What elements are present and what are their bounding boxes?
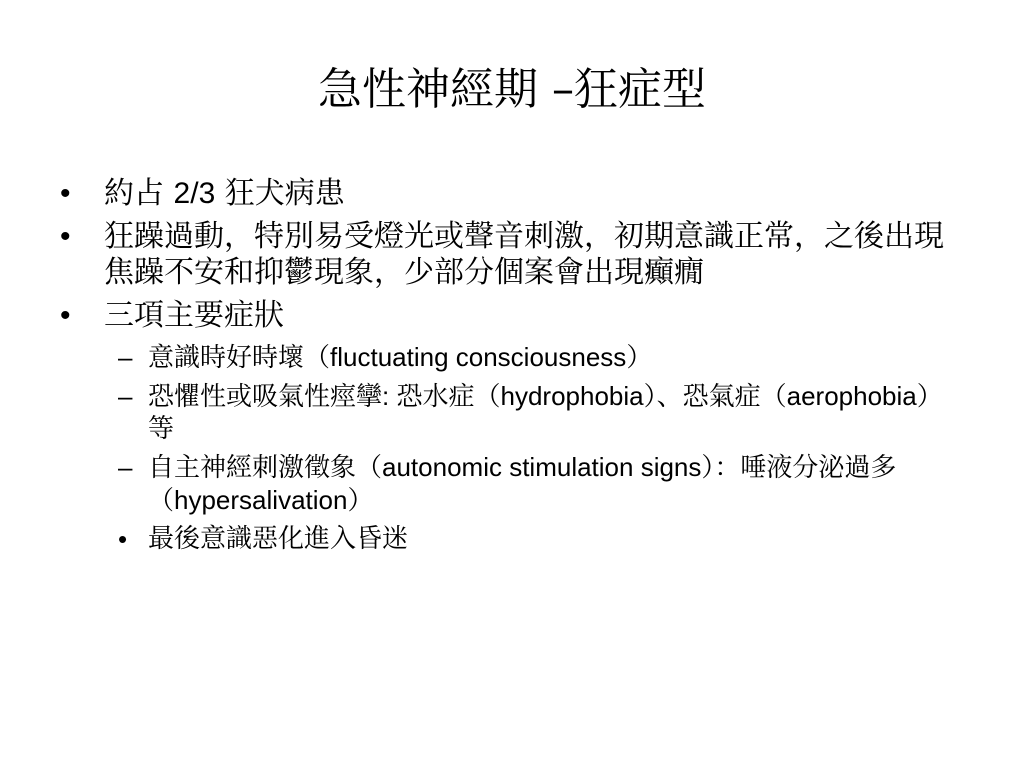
sub-bullet-text-cjk: 自主神經刺激徵象（ bbox=[148, 453, 383, 483]
sub-bullet-text-cjk: ） bbox=[347, 486, 374, 516]
bullet-marker: • bbox=[60, 299, 71, 332]
slide-title: 急性神經期 –狂症型 bbox=[318, 64, 706, 115]
sub-bullet-marker: • bbox=[118, 524, 128, 554]
sub-bullet-item bbox=[116, 523, 960, 555]
bullet-marker: • bbox=[60, 177, 71, 210]
bullet-marker: • bbox=[60, 220, 71, 253]
sub-bullet-text-latin: fluctuating consciousness bbox=[330, 342, 627, 372]
sub-bullet-marker: – bbox=[118, 342, 133, 372]
sub-bullet-text-cjk: 恐懼性或吸氣性痙攣 bbox=[148, 382, 383, 412]
sub-bullet-text-latin: : bbox=[382, 381, 397, 411]
sub-bullet-text-latin: aerophobia bbox=[786, 381, 917, 411]
sub-bullet-text-cjk: ）、恐氣症（ bbox=[643, 382, 787, 412]
bullet-text-latin: 2/3 bbox=[173, 177, 216, 210]
sub-bullet-text-latin: autonomic stimulation signs bbox=[382, 452, 702, 482]
sub-bullet-item bbox=[116, 451, 960, 517]
sub-bullet-text-latin: hydrophobia bbox=[500, 381, 644, 411]
sub-bullet-text: 最後意識惡化進入昏迷 bbox=[148, 524, 409, 554]
sub-bullet-item bbox=[116, 341, 960, 374]
sub-bullet-text-cjk: ） bbox=[626, 343, 653, 373]
sub-bullet-text-latin: hypersalivation bbox=[174, 485, 348, 515]
bullet-text-cjk: 狂犬病患 bbox=[215, 176, 345, 211]
sub-bullet-text-cjk: ）：唾液分泌過多（ bbox=[148, 453, 897, 516]
bullet-item bbox=[60, 219, 960, 291]
sub-bullet-text-cjk: 恐水症（ bbox=[396, 382, 501, 412]
bullet-text: 狂躁過動，特別易受燈光或聲音刺激，初期意識正常，之後出現焦躁不安和抑鬱現象，少部分個案會出現癲癇 bbox=[104, 219, 944, 290]
sub-bullet-item bbox=[116, 380, 960, 445]
bullet-text: 三項主要症狀 bbox=[104, 298, 284, 333]
sub-bullet-text-cjk: 意識時好時壞（ bbox=[148, 343, 331, 373]
slide-body bbox=[60, 176, 960, 561]
sub-bullet-marker: – bbox=[118, 381, 133, 411]
sub-bullet-text-cjk: ）等 bbox=[148, 382, 943, 444]
sub-bullet-marker: – bbox=[118, 452, 133, 482]
bullet-item bbox=[60, 298, 960, 334]
bullet-item bbox=[60, 176, 960, 212]
bullet-text-cjk: 約占 bbox=[104, 176, 174, 211]
